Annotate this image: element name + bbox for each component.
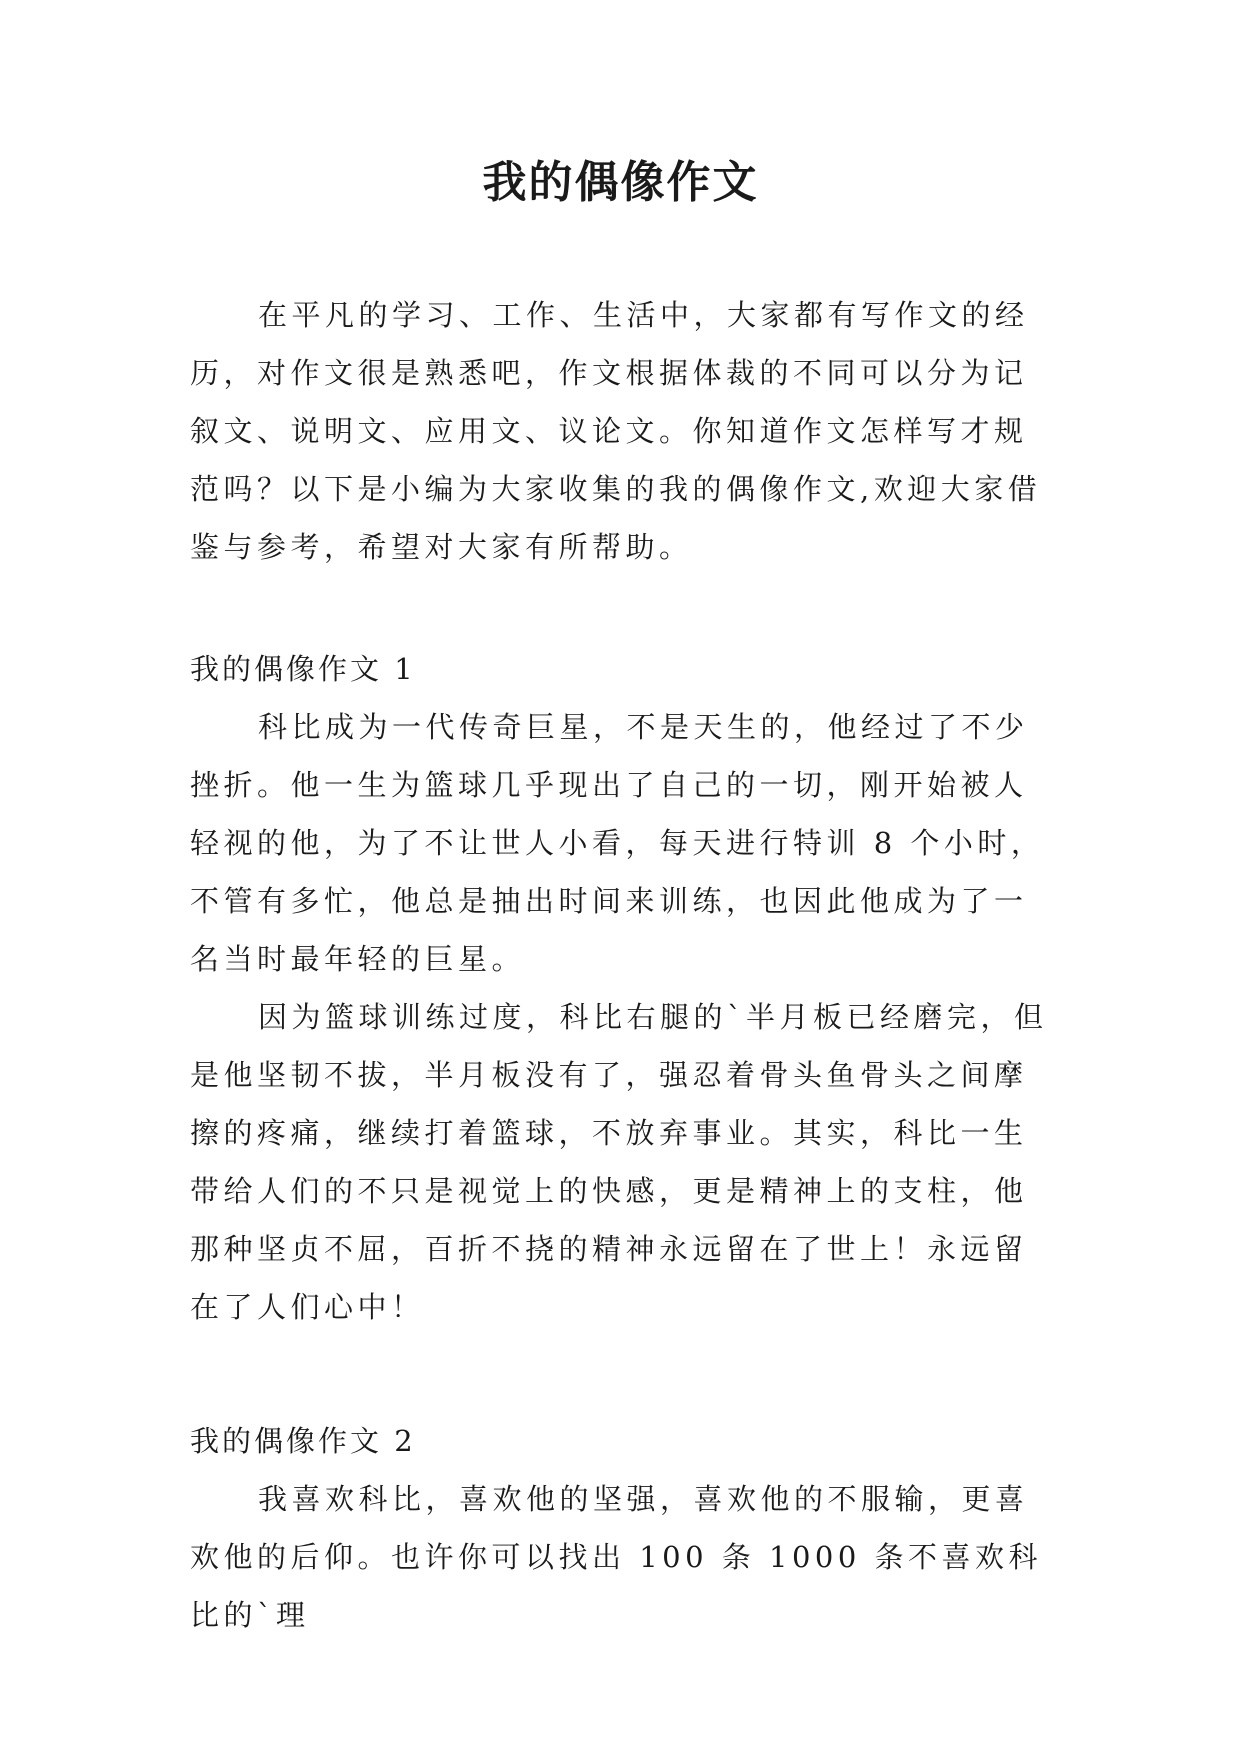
document-title: 我的偶像作文	[482, 157, 759, 208]
section-2-paragraph-1: 我喜欢科比，喜欢他的坚强，喜欢他的不服输，更喜欢他的后仰。也许你可以找出 100 条 1000 条不喜欢科比的`理	[190, 1482, 1043, 1632]
section-1-paragraph-1: 科比成为一代传奇巨星，不是天生的，他经过了不少挫折。他一生为篮球几乎现出了自己的一切，刚开始被人轻视的他，为了不让世人小看，每天进行特训 8 个小时，不管有多忙，他总是抽出时间来训练，也因此他成为了一名当时最年轻的巨星。	[190, 710, 1045, 976]
section-1	[190, 640, 1060, 1336]
intro-paragraph: 在平凡的学习、工作、生活中，大家都有写作文的经历，对作文很是熟悉吧，作文根据体裁的不同可以分为记叙文、说明文、应用文、议论文。你知道作文怎样写才规范吗？以下是小编为大家收集的我的偶像作文,欢迎大家借鉴与参考，希望对大家有所帮助。	[190, 298, 1042, 564]
section-1-paragraph-2: 因为篮球训练过度，科比右腿的`半月板已经磨完，但是他坚韧不拔，半月板没有了，强忍着骨头鱼骨头之间摩擦的疼痛，继续打着篮球，不放弃事业。其实，科比一生带给人们的不只是视觉上的快感，更是精神上的支柱，他那种坚贞不屈，百折不挠的精神永远留在了世上！永远留在了人们心中！	[190, 1000, 1048, 1324]
section-1-heading: 我的偶像作文 1	[190, 652, 416, 686]
section-2-heading: 我的偶像作文 2	[190, 1424, 416, 1458]
intro-block	[190, 286, 1060, 576]
section-2	[190, 1412, 1060, 1644]
